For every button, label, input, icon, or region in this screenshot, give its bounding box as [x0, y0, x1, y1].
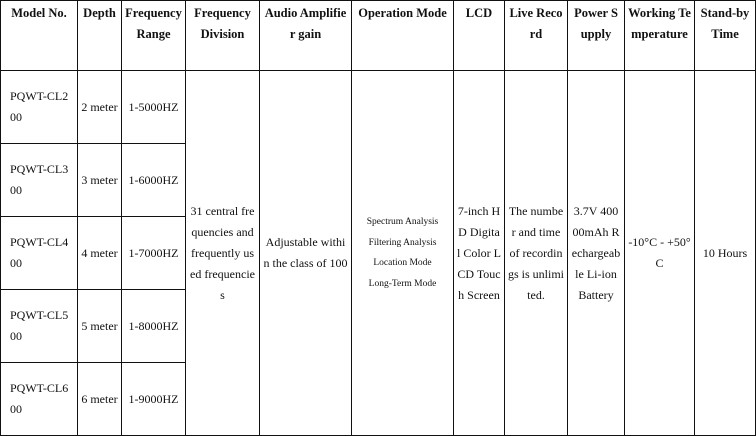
model-cell: PQWT-CL300	[1, 144, 78, 217]
header-standby-time: Stand-by Time	[695, 1, 756, 71]
header-audio-gain: Audio Amplifier gain	[260, 1, 352, 71]
standby-time-cell: 10 Hours	[695, 71, 756, 436]
header-model: Model No.	[1, 1, 78, 71]
operation-mode-item: Long-Term Mode	[368, 278, 437, 289]
depth-cell: 3 meter	[78, 144, 122, 217]
audio-gain-cell: Adjustable within the class of 100	[260, 71, 352, 436]
header-frequency-division: Frequency Division	[186, 1, 260, 71]
table-row	[1, 71, 756, 144]
model-cell: PQWT-CL400	[1, 217, 78, 290]
header-working-temperature: Working Temperature	[625, 1, 695, 71]
model-cell: PQWT-CL200	[1, 71, 78, 144]
header-operation-mode: Operation Mode	[352, 1, 454, 71]
live-record-cell: The number and time of recordings is unlimited.	[505, 71, 568, 436]
lcd-cell: 7-inch HD Digital Color LCD Touch Screen	[454, 71, 505, 436]
power-supply-cell: 3.7V 40000mAh Rechargeable Li-ion Battery	[568, 71, 625, 436]
model-cell: PQWT-CL500	[1, 290, 78, 363]
header-live-record: Live Record	[505, 1, 568, 71]
depth-cell: 5 meter	[78, 290, 122, 363]
header-row	[1, 1, 756, 71]
depth-cell: 4 meter	[78, 217, 122, 290]
depth-cell: 6 meter	[78, 363, 122, 436]
operation-mode-item: Filtering Analysis	[368, 237, 437, 248]
header-lcd: LCD	[454, 1, 505, 71]
depth-cell: 2 meter	[78, 71, 122, 144]
header-depth: Depth	[78, 1, 122, 71]
operation-mode-cell	[352, 71, 454, 436]
header-frequency-range: Frequency Range	[122, 1, 186, 71]
frequency-range-cell: 1-9000HZ	[122, 363, 186, 436]
operation-mode-item: Spectrum Analysis	[366, 217, 439, 227]
frequency-division-cell: 31 central frequencies and frequently used frequencies	[186, 71, 260, 436]
model-cell: PQWT-CL600	[1, 363, 78, 436]
frequency-range-cell: 1-7000HZ	[122, 217, 186, 290]
frequency-range-cell: 1-8000HZ	[122, 290, 186, 363]
operation-mode-item: Location Mode	[373, 258, 432, 268]
frequency-range-cell: 1-5000HZ	[122, 71, 186, 144]
frequency-range-cell: 1-6000HZ	[122, 144, 186, 217]
header-power-supply: Power Supply	[568, 1, 625, 71]
working-temperature-cell: -10°C - +50°C	[625, 71, 695, 436]
